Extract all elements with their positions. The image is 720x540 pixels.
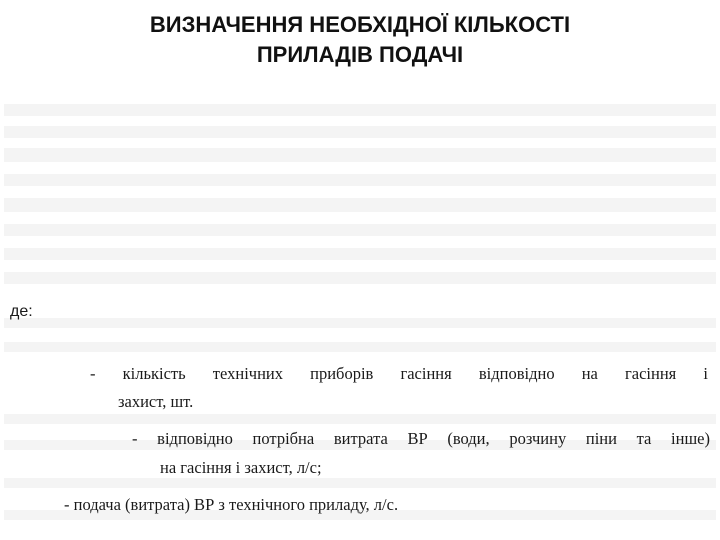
slide-title bbox=[40, 10, 680, 70]
faded-background-decoration bbox=[4, 96, 716, 536]
slide-title-line-1: ВИЗНАЧЕННЯ НЕОБХІДНОЇ КІЛЬКОСТІ bbox=[149, 12, 571, 37]
definition-1-line-1: - кількість технічних приборів гасіння відповідно на гасіння і bbox=[90, 364, 708, 383]
slide-title-line-2: ПРИЛАДІВ ПОДАЧІ bbox=[256, 42, 464, 67]
definition-2-line-2: на гасіння і захист, л/с; bbox=[160, 458, 322, 477]
where-label: де: bbox=[10, 303, 33, 320]
definition-1-line-2: захист, шт. bbox=[118, 392, 194, 411]
definition-2-line-1: - відповідно потрібна витрата ВР (води, розчину піни та інше) bbox=[132, 429, 710, 448]
definition-3: - подача (витрата) ВР з технічного приладу, л/с. bbox=[64, 495, 399, 514]
